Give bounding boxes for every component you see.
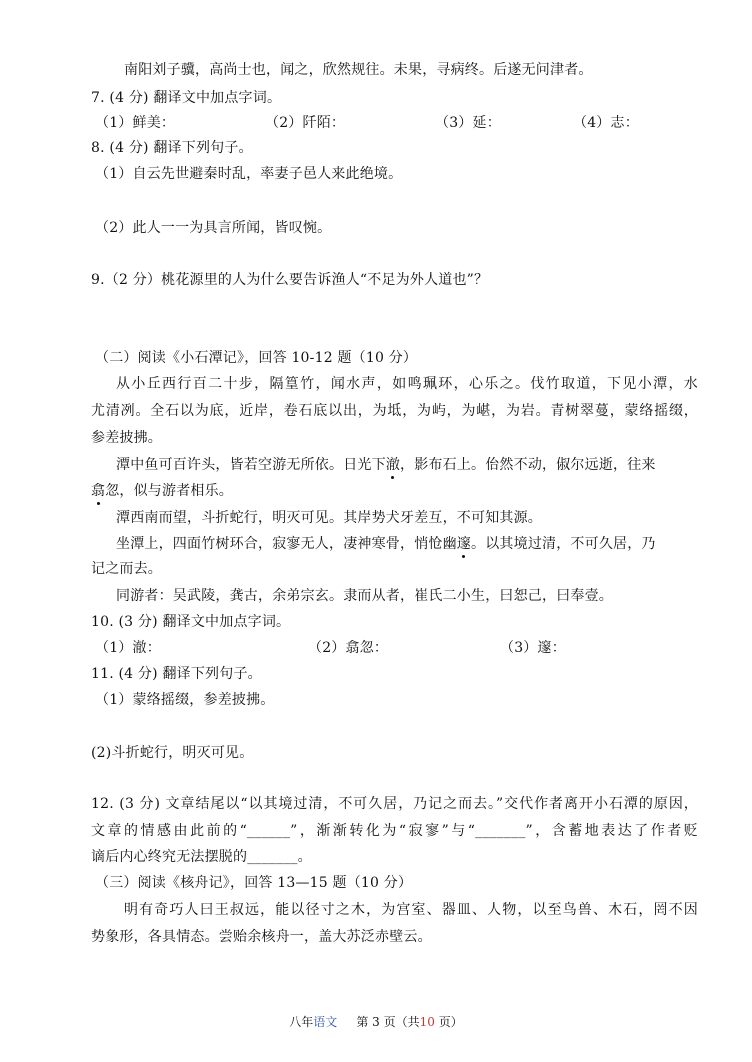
passage-text: 。以其境过清，不可久居，乃 (471, 536, 656, 552)
question-12-line: 文章的情感由此前的“______”，渐渐转化为“寂寥”与“_______”，含蓄地表达了作者贬 (91, 823, 698, 839)
passage-line (116, 534, 656, 554)
dotted-character: 邃 (456, 536, 472, 552)
q7-item-4: （4）志： (573, 115, 639, 131)
q11-item-1: （1）蒙络摇缀，参差披拂。 (95, 692, 275, 708)
footer-course: 语文 (313, 1015, 338, 1029)
footer-grade: 八年 (289, 1015, 314, 1029)
passage-line (116, 455, 656, 475)
dotted-character: 澈 (385, 457, 401, 473)
section-2-heading: （二）阅读《小石潭记》，回答 10-12 题（10 分） (95, 350, 418, 366)
q10-item-1: （1）澈： (95, 640, 161, 656)
passage-line: 潭西南而望，斗折蛇行，明灭可见。其岸势犬牙差互，不可知其源。 (116, 510, 542, 526)
page-footer (0, 1014, 752, 1030)
passage-text: ，影布石上。佁然不动，俶尔远逝，往来 (400, 457, 656, 473)
passage-line (91, 481, 233, 501)
question-9: 9.（2 分）桃花源里的人为什么要告诉渔人“不足为外人道也”？ (91, 272, 489, 288)
dotted-character: 翕 (91, 483, 106, 499)
passage-text: 坐潭上，四面竹树环合，寂寥无人，凄神寒骨，悄怆幽 (116, 536, 457, 552)
passage-line: 同游者：吴武陵，龚古，余弟宗玄。隶而从者，崔氏二小生，曰恕己，曰奉壹。 (116, 588, 613, 604)
q8-item-2: （2）此人一一为具言所闻，皆叹惋。 (95, 220, 332, 236)
q8-item-1: （1）自云先世避秦时乱，率妻子邑人来此绝境。 (95, 166, 403, 182)
footer-subject (289, 1015, 337, 1029)
question-11-heading: 11. (4 分) 翻译下列句子。 (91, 666, 262, 682)
passage-line: 明有奇巧人曰王叔远，能以径寸之木，为宫室、器皿、人物，以至鸟兽、木石，罔不因 (124, 902, 698, 918)
q10-item-3: （3）邃： (500, 640, 566, 656)
passage-line: 记之而去。 (91, 561, 162, 577)
q7-item-2: （2）阡陌： (265, 115, 346, 131)
section-3-heading: （三）阅读《核舟记》，回答 13—15 题（10 分） (95, 875, 413, 891)
footer-page-number (356, 1015, 462, 1029)
passage-line: 尤清冽。全石以为底，近岸，卷石底以出，为坻，为屿，为嵁，为岩。青树翠蔓，蒙络摇缀， (91, 403, 698, 419)
q7-item-1: （1）鲜美： (95, 115, 176, 131)
footer-total-pages: 10 (419, 1015, 435, 1029)
footer-text: 第 (356, 1015, 369, 1029)
question-7-heading: 7. (4 分) 翻译文中加点字词。 (91, 90, 282, 106)
passage-line: 势象形，各具情态。尝贻余核舟一，盖大苏泛赤壁云。 (91, 929, 432, 945)
text-line: 南阳刘子骥，高尚士也，闻之，欣然规往。未果，寻病终。后遂无问津者。 (124, 62, 593, 78)
passage-text: 潭中鱼可百许头，皆若空游无所依。日光下 (116, 457, 386, 473)
question-10-heading: 10. (3 分) 翻译文中加点字词。 (91, 614, 291, 630)
passage-line: 参差披拂。 (91, 430, 162, 446)
passage-line: 从小丘西行百二十步，隔篁竹，闻水声，如鸣珮环，心乐之。伐竹取道，下见小潭，水 (116, 376, 698, 392)
footer-text: 页） (438, 1015, 463, 1029)
q10-item-2: （2）翕忽： (308, 640, 389, 656)
question-12-line: 谪后内心终究无法摆脱的_______。 (91, 849, 312, 865)
question-12-line: 12. (3 分) 文章结尾以“以其境过清，不可久居，乃记之而去。”交代作者离开小石潭的原因， (91, 796, 698, 812)
footer-text: 页（共 (383, 1015, 420, 1029)
question-8-heading: 8. (4 分) 翻译下列句子。 (91, 140, 253, 156)
q7-item-3: （3）延： (435, 115, 501, 131)
passage-text: 忽，似与游者相乐。 (105, 483, 234, 499)
footer-current-page: 3 (372, 1015, 380, 1029)
q11-item-2: (2)斗折蛇行，明灭可见。 (91, 745, 254, 761)
